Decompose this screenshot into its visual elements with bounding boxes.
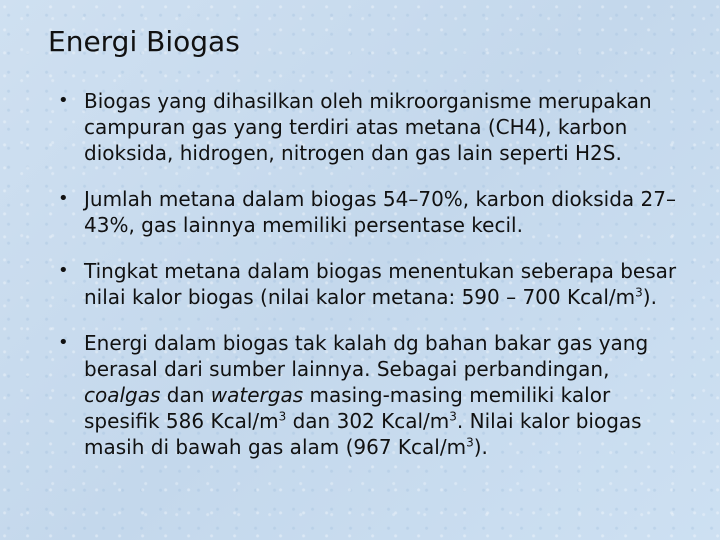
text-run: Energi dalam biogas tak kalah dg bahan bakar gas yang berasal dari sumber lainnya. Sebagai perbandingan, [84,331,649,381]
slide-title: Energi Biogas [48,25,240,58]
text-run: Tingkat metana dalam biogas menentukan seberapa besar nilai kalor biogas (nilai kalor metana: 590 – 700 Kcal/m [84,259,677,309]
superscript: 3 [466,435,474,450]
bullet-icon: • [58,260,69,281]
text-run: dan [160,383,211,407]
text-run: . Nilai kalor biogas masih di bawah gas alam (967 Kcal/m [84,409,642,459]
bullet-list [58,88,678,480]
bullet-icon: • [58,332,69,353]
bullet-text [84,331,648,459]
superscript: 3 [278,409,287,424]
bullet-icon: • [58,90,69,111]
text-run: dan 302 Kcal/m [286,409,450,433]
text-run: masing-masing memiliki kalor spesifik 586 Kcal/m [84,383,611,433]
italic-term: watergas [210,383,304,407]
bullet-item [58,258,678,310]
italic-term: coalgas [84,383,161,407]
bullet-text: Jumlah metana dalam biogas 54–70%, karbon dioksida 27–43%, gas lainnya memiliki persentase kecil. [84,187,676,237]
superscript: 3 [635,285,643,300]
bullet-text [84,259,676,309]
bullet-item [58,88,678,166]
text-run: ). [642,285,657,309]
text-run: ). [473,435,488,459]
superscript: 3 [449,409,457,424]
bullet-text: Biogas yang dihasilkan oleh mikroorganisme merupakan campuran gas yang terdiri atas metana (CH4), karbon dioksida, hidrogen, nitrogen dan gas lain seperti H2S. [84,89,652,165]
bullet-item [58,330,678,460]
bullet-icon: • [58,188,69,209]
bullet-item [58,186,678,238]
